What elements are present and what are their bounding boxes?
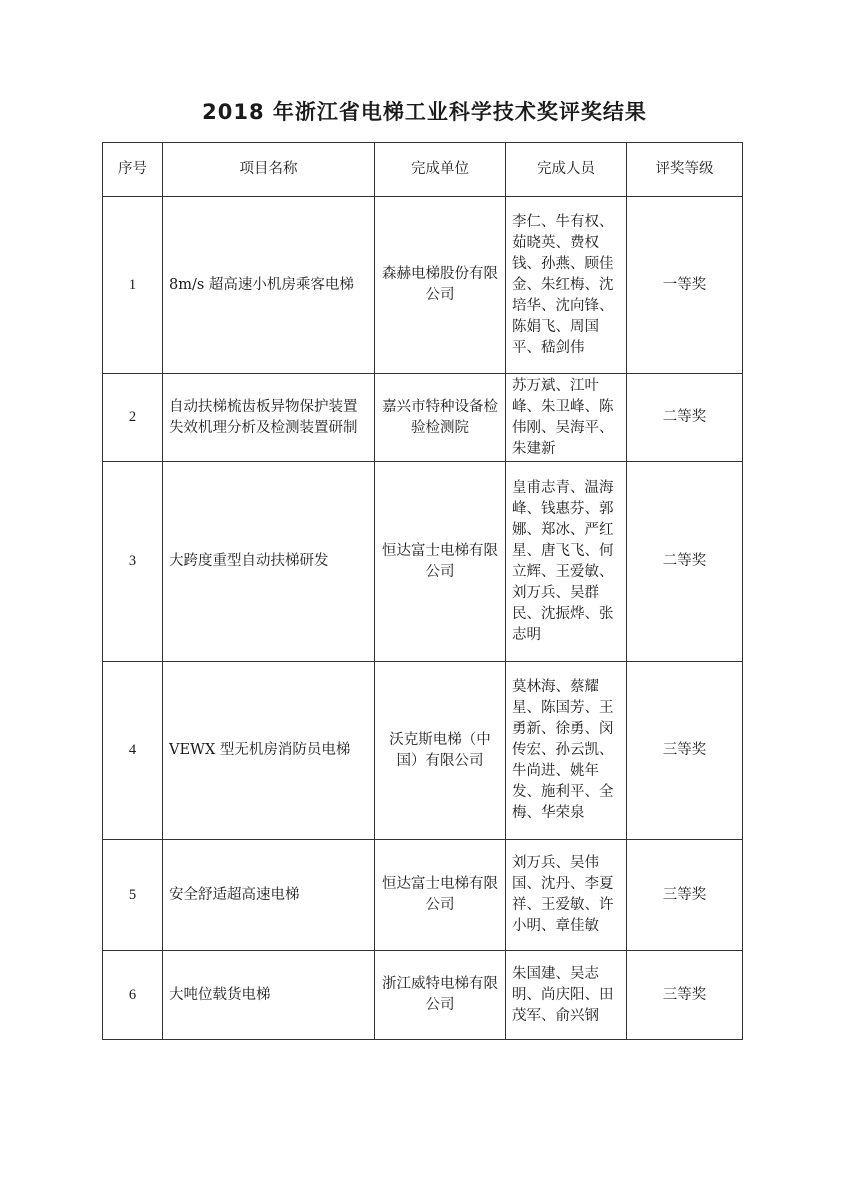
completing-unit: 浙江威特电梯有限公司 xyxy=(375,951,506,1040)
completing-people: 朱国建、吴志明、尚庆阳、田茂军、俞兴钢 xyxy=(506,951,627,1040)
completing-unit: 恒达富士电梯有限公司 xyxy=(375,462,506,662)
completing-people: 苏万斌、江叶峰、朱卫峰、陈伟刚、吴海平、朱建新 xyxy=(506,374,627,462)
award-grade: 三等奖 xyxy=(627,840,743,951)
table-row xyxy=(103,951,743,1040)
table-row xyxy=(103,662,743,840)
row-number: 4 xyxy=(103,662,163,840)
completing-people: 李仁、牛有权、茹晓英、费权钱、孙燕、顾佳金、朱红梅、沈培华、沈向锋、陈娟飞、周国平、嵇剑伟 xyxy=(506,197,627,374)
table-row xyxy=(103,462,743,662)
completing-unit: 恒达富士电梯有限公司 xyxy=(375,840,506,951)
page-title: 2018 年浙江省电梯工业科学技术奖评奖结果 xyxy=(202,100,647,124)
project-name: 大吨位载货电梯 xyxy=(163,951,375,1040)
award-grade: 二等奖 xyxy=(627,374,743,462)
project-name: 8m/s 超高速小机房乘客电梯 xyxy=(163,197,375,374)
results-table xyxy=(102,142,743,1040)
header-num: 序号 xyxy=(103,143,163,197)
header-name: 项目名称 xyxy=(163,143,375,197)
completing-people: 皇甫志青、温海峰、钱惠芬、郭娜、郑冰、严红星、唐飞飞、何立辉、王爱敏、刘万兵、吴群民、沈振烨、张志明 xyxy=(506,462,627,662)
completing-unit: 沃克斯电梯（中国）有限公司 xyxy=(375,662,506,840)
award-grade: 二等奖 xyxy=(627,462,743,662)
project-name: VEWX 型无机房消防员电梯 xyxy=(163,662,375,840)
row-number: 2 xyxy=(103,374,163,462)
award-grade: 三等奖 xyxy=(627,662,743,840)
table-row xyxy=(103,840,743,951)
table-row xyxy=(103,374,743,462)
project-name: 大跨度重型自动扶梯研发 xyxy=(163,462,375,662)
completing-unit: 嘉兴市特种设备检验检测院 xyxy=(375,374,506,462)
header-people: 完成人员 xyxy=(506,143,627,197)
row-number: 1 xyxy=(103,197,163,374)
project-name: 安全舒适超高速电梯 xyxy=(163,840,375,951)
header-unit: 完成单位 xyxy=(375,143,506,197)
table-row xyxy=(103,197,743,374)
project-name: 自动扶梯梳齿板异物保护装置失效机理分析及检测装置研制 xyxy=(163,374,375,462)
completing-people: 莫林海、蔡耀星、陈国芳、王勇新、徐勇、闵传宏、孙云凯、牛尚进、姚年发、施利平、全梅、华荣泉 xyxy=(506,662,627,840)
row-number: 3 xyxy=(103,462,163,662)
header-row xyxy=(103,143,743,197)
row-number: 5 xyxy=(103,840,163,951)
award-grade: 三等奖 xyxy=(627,951,743,1040)
header-grade: 评奖等级 xyxy=(627,143,743,197)
award-grade: 一等奖 xyxy=(627,197,743,374)
completing-unit: 森赫电梯股份有限公司 xyxy=(375,197,506,374)
row-number: 6 xyxy=(103,951,163,1040)
completing-people: 刘万兵、吴伟国、沈丹、李夏祥、王爱敏、许小明、章佳敏 xyxy=(506,840,627,951)
